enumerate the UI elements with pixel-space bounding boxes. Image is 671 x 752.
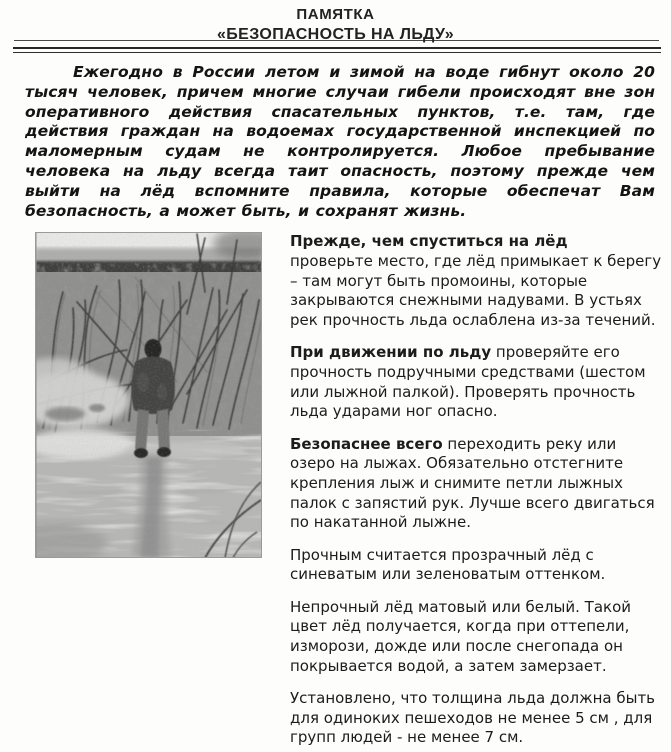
tip-paragraph-1 <box>290 232 662 330</box>
document-header <box>0 5 671 45</box>
tip-text: переходить реку или озеро на лыжах. Обязательно отстегните крепления лыж и снимите петли лыжных палок с запястий рук. Лучше всего двигаться по накатанной лыжне. <box>290 434 655 532</box>
intro-paragraph: Ежегодно в России летом и зимой на воде гибнут около 20 тысяч человек, причем многие случаи гибели происходят вне зон оперативного действия спасательных пунктов, т.е. там, где действия граждан на водоемах государственной инспекцией по маломерным судам не контролируется. Любое пребывание человека на льду всегда таит опасность, поэтому прежде чем выйти на лёд вспомните правила, которые обеспечат Вам безопасность, а может быть, и сохранят жизнь. <box>25 63 655 220</box>
tip-text: Установлено, что толщина льда должна быть для одиноких пешеходов не менее 5 см , для групп людей - не менее 7 см. <box>290 689 656 747</box>
content-columns <box>0 232 671 752</box>
tip-paragraph-4 <box>290 546 662 585</box>
memo-title: ПАМЯТКА <box>296 6 375 23</box>
tip-paragraph-3 <box>290 435 662 533</box>
tip-text: Непрочный лёд матовый или белый. Такой цвет лёд получается, когда при оттепели, изморози, дожде или после снегопада он покрывается водой, а затем замерзает. <box>290 597 632 675</box>
tip-text: проверьте место, где лёд примыкает к берегу – там могут быть промоины, которые закрываются снежными надувами. В устьях рек прочность льда ослаблена из-за течений. <box>290 251 662 329</box>
tip-paragraph-6 <box>290 689 662 748</box>
tip-text: проверяйте его прочность подручными средствами (шестом или лыжной палкой). Проверять прочность льда ударами ног опасно. <box>290 343 646 421</box>
memo-subtitle: «БЕЗОПАСНОСТЬ НА ЛЬДУ» <box>216 26 455 43</box>
tip-lead: Прежде, чем спуститься на лёд <box>290 232 568 251</box>
tip-paragraph-5 <box>290 598 662 676</box>
tip-lead: Безопаснее всего <box>290 434 443 453</box>
tip-paragraph-2 <box>290 343 662 421</box>
photo-illustration <box>35 232 262 558</box>
tip-text: Прочным считается прозрачный лёд с синеватым или зеленоватым оттенком. <box>290 545 606 584</box>
photo-grain <box>35 232 262 558</box>
tips-column <box>290 232 662 752</box>
photo-person-on-ice <box>35 232 262 558</box>
double-rule-divider <box>13 47 661 53</box>
tip-lead: При движении по льду <box>290 343 492 362</box>
